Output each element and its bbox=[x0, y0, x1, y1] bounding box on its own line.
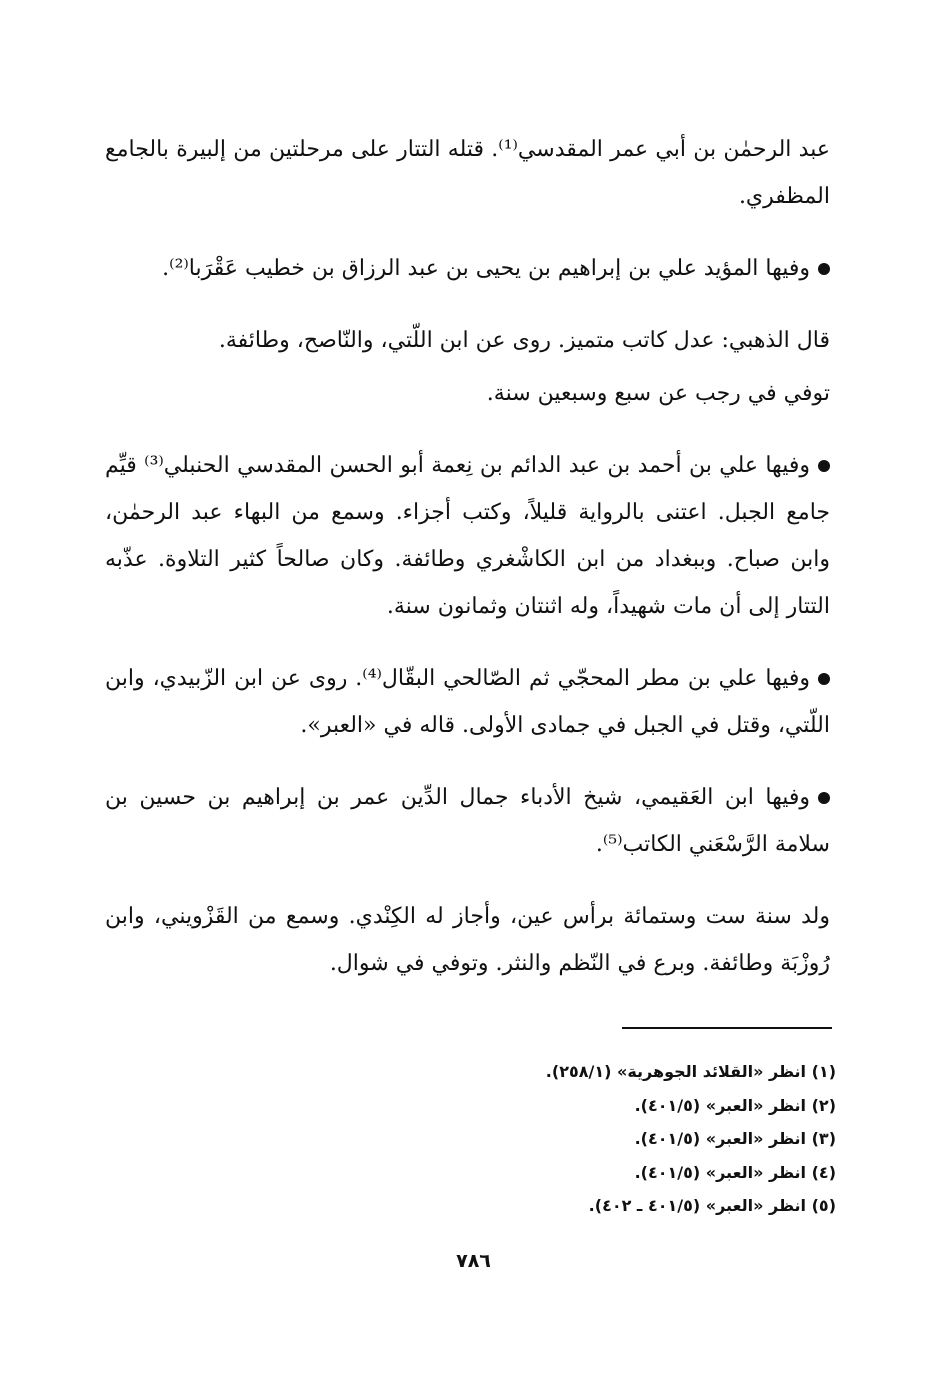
footnote-2: (٢) انظر «العبر» (٤٠١/٥). bbox=[634, 1095, 836, 1115]
paragraph-6 bbox=[105, 655, 830, 749]
footnote-1: (١) انظر «القلائد الجوهرية» (٢٥٨/١). bbox=[545, 1062, 836, 1081]
paragraph-text: وفيها علي بن مطر المحجّي ثم الصّالحي البقّال⁽⁴⁾. روى عن ابن الزّبيدي، وابن اللّتي، وقتل في الجبل في جمادى الأولى. قاله في «العبر». bbox=[105, 666, 830, 738]
paragraph-text: عبد الرحمٰن بن أبي عمر المقدسي⁽¹⁾. قتله التتار على مرحلتين من إلبيرة بالجامع المظفري. bbox=[105, 137, 830, 209]
bullet-icon bbox=[818, 673, 830, 685]
paragraph-text: ولد سنة ست وستمائة برأس عين، وأجاز له الكِنْدي. وسمع من القَزْويني، وابن رُوزْبَة وطائفة. وبرع في النّظم والنثر. وتوفي في شوال. bbox=[105, 904, 830, 976]
paragraph-4 bbox=[105, 370, 830, 417]
paragraph-text: وفيها علي بن أحمد بن عبد الدائم بن نِعمة أبو الحسن المقدسي الحنبلي⁽³⁾ قيِّم جامع الجبل. اعتنى بالرواية قليلاً، وكتب أجزاء. وسمع من البهاء عبد الرحمٰن، وابن صباح. وببغداد من ابن الكاشْغري وطائفة. وكان صالحاً كثير التلاوة. عذّبه التتار إلى أن مات شهيداً، وله اثنتان وثمانون سنة. bbox=[105, 453, 830, 619]
paragraph-5 bbox=[105, 442, 830, 630]
paragraph-text: وفيها ابن العَقيمي، شيخ الأدباء جمال الدِّين عمر بن إبراهيم بن حسين بن سلامة الرَّسْعَني الكاتب⁽⁵⁾. bbox=[105, 785, 830, 857]
footnotes bbox=[480, 1055, 836, 1223]
paragraph-1 bbox=[105, 126, 830, 220]
bullet-icon bbox=[818, 792, 830, 804]
paragraph-3 bbox=[105, 317, 830, 364]
bullet-icon bbox=[818, 263, 830, 275]
footnote-divider bbox=[622, 1027, 832, 1029]
bullet-icon bbox=[818, 460, 830, 472]
paragraph-8 bbox=[105, 893, 830, 987]
paragraph-text: توفي في رجب عن سبع وسبعين سنة. bbox=[486, 381, 830, 406]
paragraph-text: وفيها المؤيد علي بن إبراهيم بن يحيى بن عبد الرزاق بن خطيب عَقْرَبا⁽²⁾. bbox=[162, 256, 810, 281]
page-number: ٧٨٦ bbox=[456, 1250, 491, 1272]
paragraph-2 bbox=[105, 245, 830, 292]
main-text bbox=[105, 126, 830, 1012]
footnote-4: (٤) انظر «العبر» (٤٠١/٥). bbox=[634, 1162, 836, 1182]
paragraph-7 bbox=[105, 774, 830, 868]
paragraph-text: قال الذهبي: عدل كاتب متميز. روى عن ابن اللّتي، والنّاصح، وطائفة. bbox=[218, 328, 830, 353]
footnote-3: (٣) انظر «العبر» (٤٠١/٥). bbox=[634, 1129, 836, 1148]
footnote-5: (٥) انظر «العبر» (٤٠١/٥ ـ ٤٠٢). bbox=[588, 1196, 836, 1215]
